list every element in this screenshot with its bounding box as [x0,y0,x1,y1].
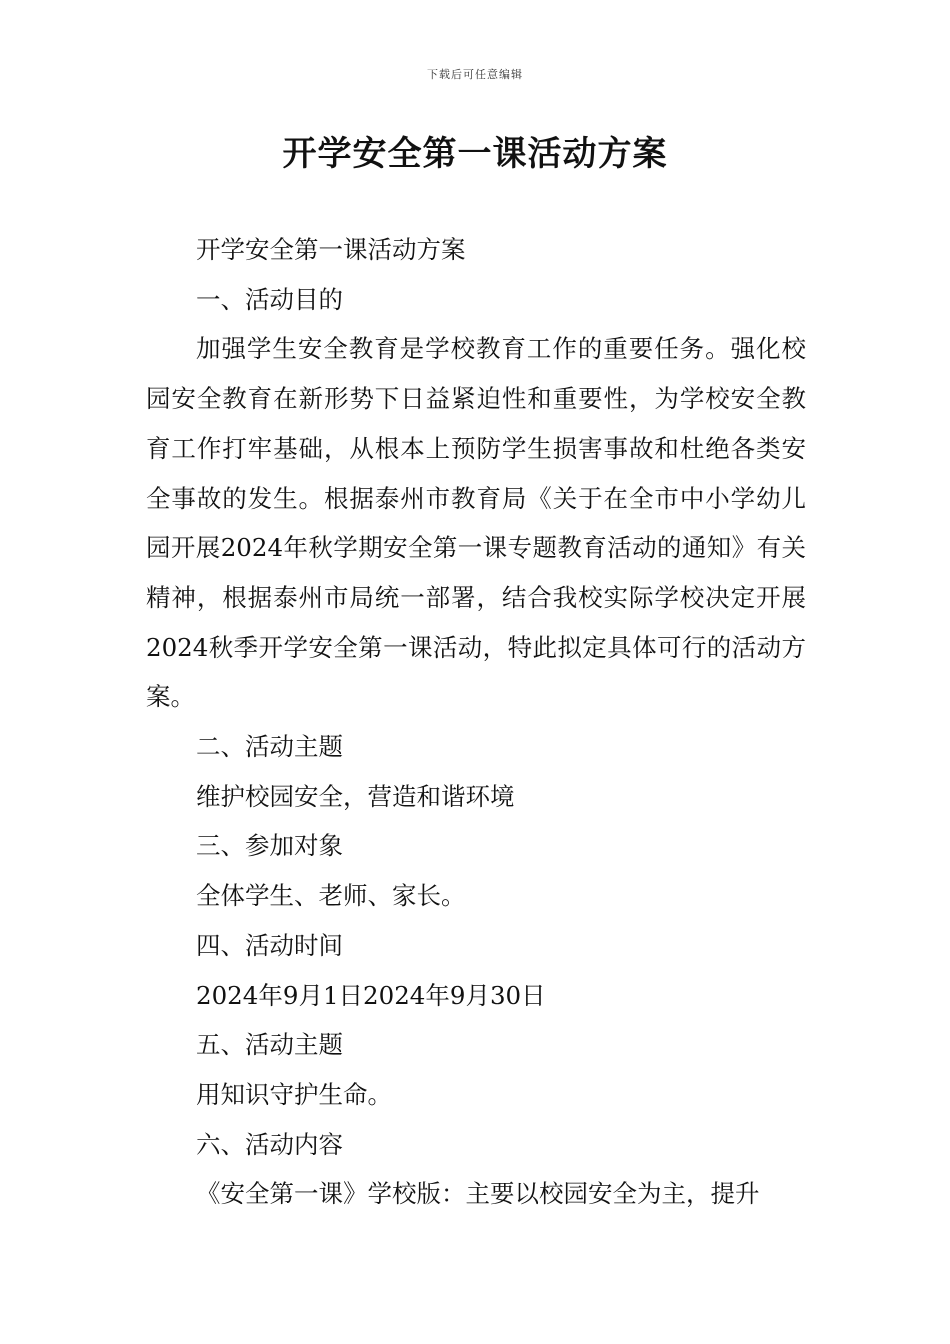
section-heading-participants: 三、参加对象 [196,831,343,861]
section-heading-theme: 二、活动主题 [196,732,343,762]
section-heading-purpose: 一、活动目的 [196,284,343,314]
section-heading-theme-2: 五、活动主题 [196,1030,343,1060]
theme-2-text: 用知识守护生命。 [196,1079,392,1109]
section-heading-content: 六、活动内容 [196,1129,343,1159]
purpose-paragraph: 加强学生安全教育是学校教育工作的重要任务。强化校园安全教育在新形势下日益紧迫性和重要性，为学校安全教育工作打牢基础，从根本上预防学生损害事故和杜绝各类安全事故的发生。根据泰州市教育局《关于在全市中小学幼儿园开展2024年秋学期安全第一课专题教育活动的通知》有关精神，根据泰州市局统一部署，结合我校实际学校决定开展2024秋季开学安全第一课活动，特此拟定具体可行的活动方案。 [146,334,806,712]
time-text: 2024年9月1日2024年9月30日 [196,980,546,1010]
intro-heading: 开学安全第一课活动方案 [196,235,466,264]
document-title: 开学安全第一课活动方案 [282,134,668,174]
participants-text: 全体学生、老师、家长。 [196,881,466,911]
section-heading-time: 四、活动时间 [196,930,343,960]
theme-text: 维护校园安全，营造和谐环境 [196,781,515,811]
header-note: 下载后可任意编辑 [427,68,523,81]
content-paragraph: 《安全第一课》学校版：主要以校园安全为主，提升 [196,1179,760,1209]
document-body [146,225,806,1219]
